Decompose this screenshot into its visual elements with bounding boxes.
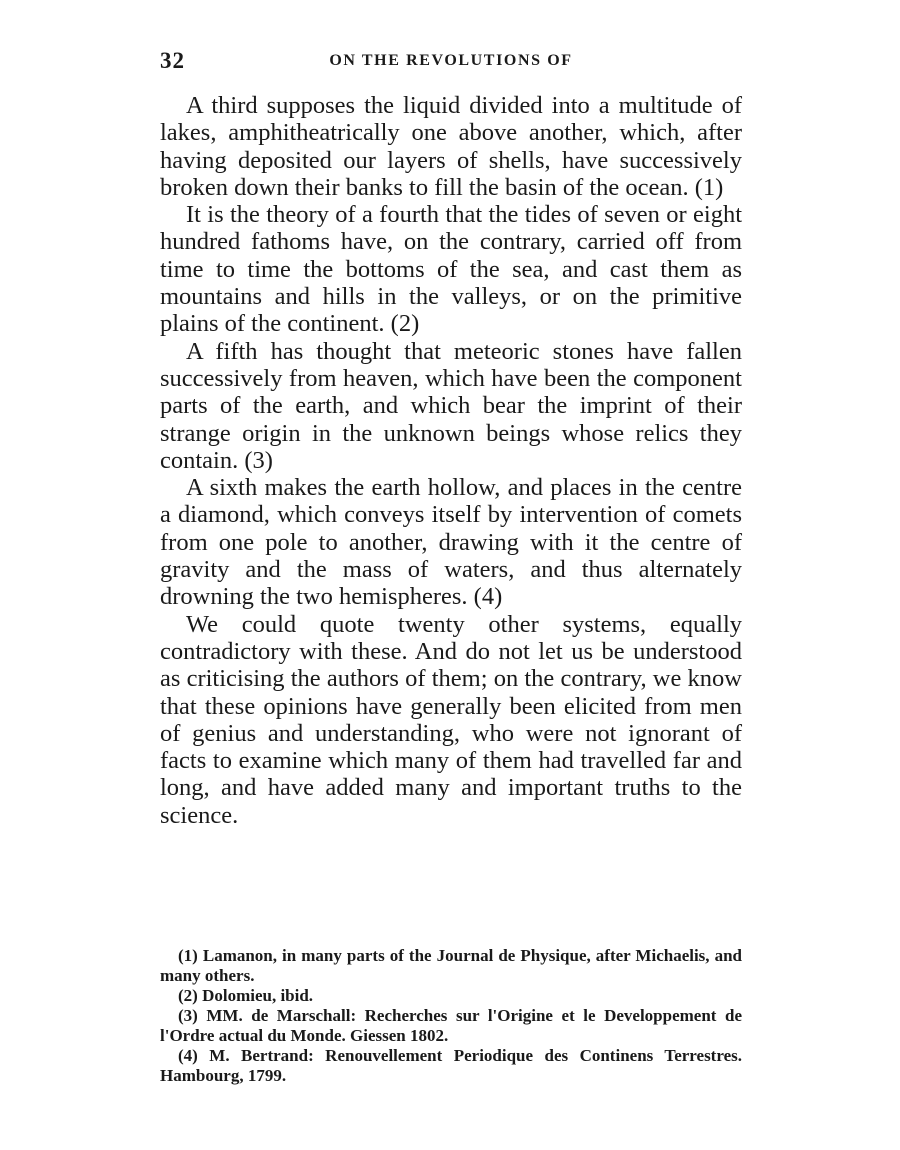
paragraph: We could quote twenty other systems, equally contradictory with these. And do not let us be understood as criticising the authors of them; on the contrary, we know that these opinions have generally been elicited from men of genius and understanding, who were not ignorant of facts to examine which many of them had travelled far and long, and have added many and important truths to the science. xyxy=(160,610,742,829)
footnote: (2) Dolomieu, ibid. xyxy=(178,986,314,1005)
paragraph: It is the theory of a fourth that the tides of seven or eight hundred fathoms have, on the contrary, carried off from time to time the bottoms of the sea, and cast them as mountains and hills in the valleys, or on the primitive plains of the continent. (2) xyxy=(160,201,742,338)
paragraph: A fifth has thought that meteoric stones have fallen successively from heaven, which have been the component parts of the earth, and which bear the imprint of their strange origin in the unknown beings whose relics they contain. (3) xyxy=(160,337,742,474)
body-text xyxy=(160,92,742,829)
footnotes xyxy=(160,946,742,1086)
footnote: (3) MM. de Marschall: Recherches sur l'Origine et le Developpement de l'Ordre actual du Monde. Giessen 1802. xyxy=(160,1006,742,1045)
paragraph: A third supposes the liquid divided into a multitude of lakes, amphitheatrically one above another, which, after having deposited our layers of shells, have successively broken down their banks to fill the basin of the ocean. (1) xyxy=(160,92,742,201)
footnote: (4) M. Bertrand: Renouvellement Periodique des Continens Terrestres. Hambourg, 1799. xyxy=(160,1046,742,1085)
page-header xyxy=(160,48,742,78)
page-number: 32 xyxy=(160,48,185,73)
footnote: (1) Lamanon, in many parts of the Journal de Physique, after Michaelis, and many others. xyxy=(160,946,742,985)
paragraph: A sixth makes the earth hollow, and places in the centre a diamond, which conveys itself by intervention of comets from one pole to another, drawing with it the centre of gravity and the mass of waters, and thus alternately drowning the two hemispheres. (4) xyxy=(160,474,742,611)
running-head: ON THE REVOLUTIONS OF xyxy=(329,52,573,69)
